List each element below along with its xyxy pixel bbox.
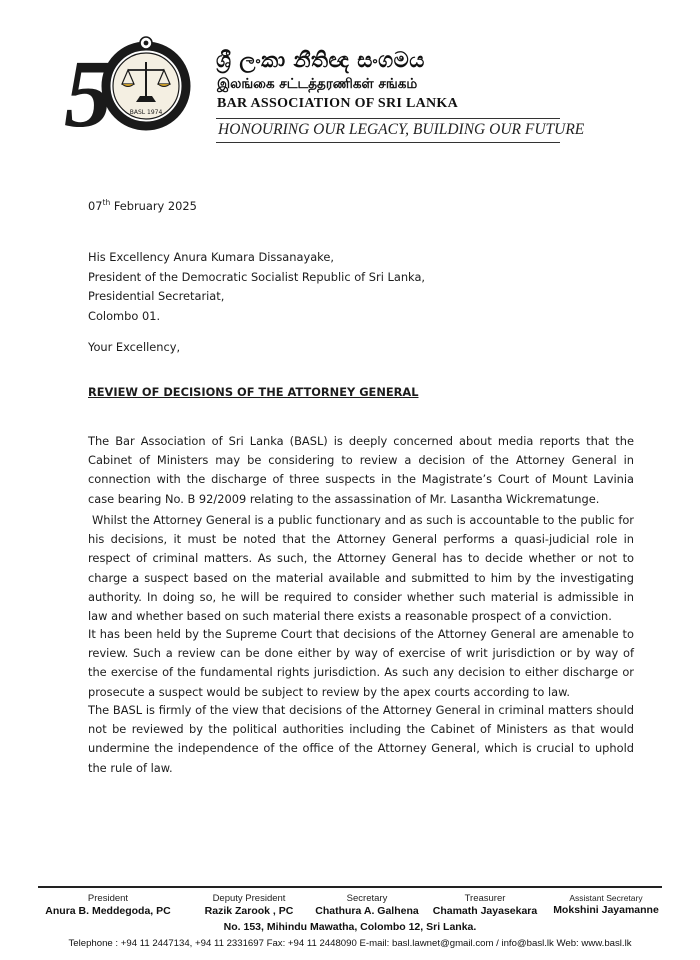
officer-role: President [87,893,129,904]
body-paragraph: The BASL is firmly of the view that decisions of the Attorney General in criminal matters should not be reviewed by the political authorities including the Cabinet of Ministers as that would undermine the independence of the office of the Attorney General, which is crucial to uphold the rule of law. [88,703,634,775]
officer-role: Assistant Secretary [569,893,643,903]
letter-date [88,198,197,213]
body-paragraph: Whilst the Attorney General is a public functionary and as such is accountable to the public for his decisions, it must be noted that the Attorney General performs a quasi-judicial role in respect of criminal matters. As such, the Attorney General has to decide whether or not to charge a suspect based on the material available and submitted to him by the investigating authority. In doing so, he will be required to consider whether such material is admissible in law and whether based on such material there exists a reasonable prospect of a conviction. [88,513,634,624]
addressee-line: Colombo 01. [88,308,161,323]
addressee-line: His Excellency Anura Kumara Dissanayake, [88,250,334,264]
officer-role: Secretary [346,893,388,904]
date-day: 07 [88,198,103,213]
addressee-block [88,248,425,326]
date-suffix: th [102,198,111,207]
addressee-line: President of the Democratic Socialist Republic of Sri Lanka, [88,269,426,284]
logo-number: 5 [64,40,112,134]
basl-50-years-logo [60,34,192,134]
officer-secretary [304,893,430,917]
salutation: Your Excellency, [88,340,181,354]
tagline: HONOURING OUR LEGACY, BUILDING OUR FUTURE [216,118,560,143]
footer-address: No. 153, Mihindu Mawatha, Colombo 12, Sri Lanka. [223,921,477,933]
org-name-tamil: இலங்கை சட்டத்தரணிகள் சங்கம் [217,76,418,92]
addressee-line: Presidential Secretariat, [88,289,225,303]
officer-name: Anura B. Meddegoda, PC [45,905,171,917]
officer-role: Treasurer [464,893,506,904]
officer-treasurer [425,893,545,917]
date-month-year: February 2025 [110,198,197,213]
body-paragraph: It has been held by the Supreme Court that decisions of the Attorney General are amenable to review. Such a review can be done either by way of exercise of writ jurisdiction or by way of the exercise of the fundamental rights jurisdiction. As such any decision to either discharge or prosecute a suspect would be subject to review by the apex courts according to law. [88,627,634,699]
officer-president [38,893,178,917]
org-name-sinhala: ශ්‍රී ලංකා නීතිඥ සංගමය [216,48,425,72]
officer-name: Mokshini Jayamanne [553,904,659,916]
footer-contacts: Telephone : +94 11 2447134, +94 11 2331697 Fax: +94 11 2448090 E-mail: basl.lawnet@gmail.com / info@basl.lk Web: www.basl.lk [68,938,632,949]
org-name-english: BAR ASSOCIATION OF SRI LANKA [217,96,458,111]
logo-text: BASL 1974 [129,109,163,116]
officer-name: Chamath Jayasekara [432,905,538,917]
officer-role: Deputy President [212,893,286,904]
body-paragraph: The Bar Association of Sri Lanka (BASL) is deeply concerned about media reports that the Cabinet of Ministers may be considering to review a decision of the Attorney General in connection with the discharge of three suspects in the Magistrate’s Court of Mount Lavinia case bearing No. B 92/2009 relating to the assassination of Mr. Lasantha Wickrematunge. [88,434,634,506]
officer-deputy-president [183,893,315,917]
subject-heading: REVIEW OF DECISIONS OF THE ATTORNEY GENERAL [88,385,419,399]
officer-name: Razik Zarook , PC [204,905,294,917]
officer-name: Chathura A. Galhena [315,905,419,917]
footer-divider [38,886,662,888]
officer-assistant-secretary [548,893,664,916]
